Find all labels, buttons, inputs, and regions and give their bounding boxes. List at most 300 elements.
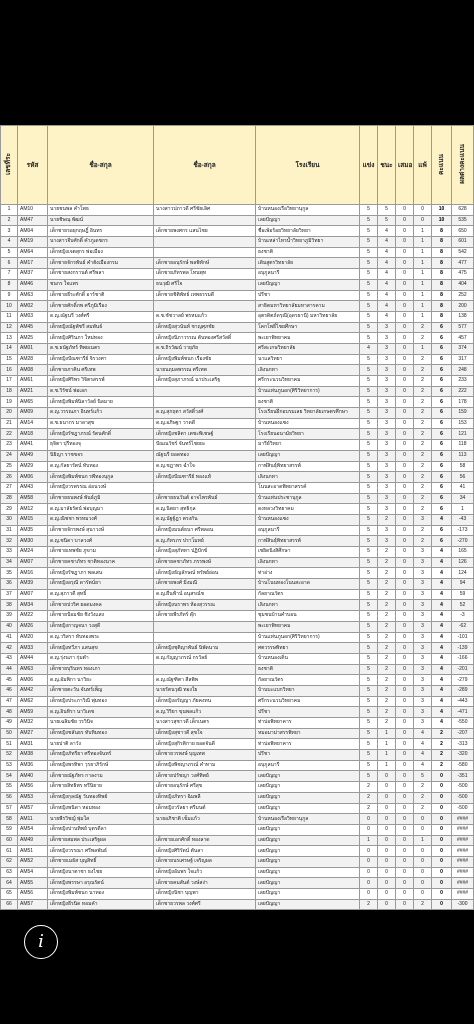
cell-points: 4 (432, 621, 452, 632)
cell-no: 31 (1, 525, 18, 536)
cell-name1: เด็กชายป้อมชัย ชิงวังแสง (48, 611, 154, 622)
cell-name1: เด็กชายณัฐภัทร กาลงาม (48, 771, 154, 782)
cell-no: 50 (1, 728, 18, 739)
cell-name1: เด็กหญิงธีรนิด หอมคำ (48, 899, 154, 910)
cell-no: 11 (1, 311, 18, 322)
cell-win: 2 (378, 621, 396, 632)
cell-played: 5 (360, 450, 378, 461)
cell-name1: ด.ช.ธนากร มาลาสุข (48, 418, 154, 429)
cell-no: 1 (1, 205, 18, 216)
table-row (1, 290, 474, 301)
cell-no: 55 (1, 782, 18, 793)
cell-played: 5 (360, 525, 378, 536)
cell-no: 44 (1, 664, 18, 675)
cell-school: ธงชาติ (256, 397, 360, 408)
cell-played: 5 (360, 771, 378, 782)
cell-school: บ้านแท่นภูนอก(ศิริวิทยาการ) (256, 386, 360, 397)
cell-diff: -471 (452, 707, 474, 718)
cell-points: 8 (432, 258, 452, 269)
cell-points: 4 (432, 718, 452, 729)
cell-played: 5 (360, 547, 378, 558)
cell-lose: 2 (414, 525, 432, 536)
cell-school: ชื่อเพ้อร้อยวิทยาลัยวิทยา (256, 226, 360, 237)
cell-played: 5 (360, 632, 378, 643)
table-row (1, 728, 474, 739)
info-button[interactable]: i (24, 925, 58, 959)
cell-win: 0 (378, 899, 396, 910)
cell-played: 5 (360, 611, 378, 622)
cell-points: 4 (432, 653, 452, 664)
cell-name1: เด็กหญิงศิรินภา ใหม่ทอง (48, 333, 154, 344)
cell-code: AM07 (18, 557, 48, 568)
table-row (1, 803, 474, 814)
cell-lose: 2 (414, 333, 432, 344)
cell-played: 5 (360, 365, 378, 376)
cell-no: 9 (1, 290, 18, 301)
cell-played: 5 (360, 247, 378, 258)
cell-win: 3 (378, 450, 396, 461)
cell-lose: 3 (414, 589, 432, 600)
cell-school: ศรีกระนวนวิทยาคม (256, 696, 360, 707)
cell-name2: ด.ญ.ผืนฟ้าน์ อนุสรณ์ช (154, 589, 256, 600)
cell-code: AM16 (18, 568, 48, 579)
cell-played: 5 (360, 397, 378, 408)
cell-name2: เด็กชายวรพล วงศ์ศรี (154, 899, 256, 910)
header-played: แข่ง (360, 126, 378, 205)
cell-points: 0 (432, 814, 452, 825)
cell-no: 15 (1, 354, 18, 365)
cell-school: เลยปัญญา (256, 856, 360, 867)
cell-draw: 0 (396, 461, 414, 472)
cell-win: 2 (378, 568, 396, 579)
cell-lose: 2 (414, 482, 432, 493)
cell-lose: 3 (414, 664, 432, 675)
table-row (1, 450, 474, 461)
cell-school: เลยปัญญา (256, 279, 360, 290)
cell-school: เดิมสูตรวิทยาลัย (256, 258, 360, 269)
cell-name2 (154, 397, 256, 408)
cell-win: 4 (378, 237, 396, 248)
cell-school: เลยปัญญา (256, 824, 360, 835)
cell-school: เลยปัญญา (256, 215, 360, 226)
cell-name2: เด็กหญิงชลิตา เตชะพิเชษฐ์ (154, 429, 256, 440)
cell-school: บ้านหนองเรือวิทยานุกูล (256, 814, 360, 825)
cell-diff: -279 (452, 675, 474, 686)
cell-diff: 113 (452, 450, 474, 461)
cell-no: 26 (1, 472, 18, 483)
cell-diff: 159 (452, 408, 474, 419)
cell-lose: 2 (414, 429, 432, 440)
cell-win: 4 (378, 247, 396, 258)
cell-name2: เด็กหญิงปัณฑารีย์ ทองแท้ (154, 472, 256, 483)
cell-school: อุตรดิตถ์ดรุณี(อุดรธานี) มหาวิทยาลัย (256, 311, 360, 322)
cell-code: AM44 (18, 653, 48, 664)
cell-name1: เด็กชายเมธัส บุญสิทธิ์ (48, 856, 154, 867)
cell-name2 (154, 247, 256, 258)
cell-played: 5 (360, 718, 378, 729)
cell-code: AM07 (18, 589, 48, 600)
cell-code: AM54 (18, 824, 48, 835)
cell-points: 4 (432, 600, 452, 611)
table-row (1, 771, 474, 782)
cell-code: AM28 (18, 354, 48, 365)
cell-code: AM47 (18, 215, 48, 226)
cell-played: 0 (360, 867, 378, 878)
cell-lose: 3 (414, 621, 432, 632)
cell-win: 4 (378, 269, 396, 280)
cell-diff: -351 (452, 771, 474, 782)
cell-school: ดงหลวงวิทยาคม (256, 504, 360, 515)
cell-lose: 0 (414, 824, 432, 835)
cell-name2: เด็กหญิงวรัลยา ศรีมนต์ (154, 803, 256, 814)
cell-draw: 0 (396, 418, 414, 429)
cell-win: 3 (378, 354, 396, 365)
cell-no: 25 (1, 461, 18, 472)
cell-school: ท่าบ่อพิทยาคาร (256, 739, 360, 750)
cell-name1: เด็กหญิงปัณฑารีย์ จิรวงศา (48, 354, 154, 365)
table-row (1, 386, 474, 397)
cell-no: 34 (1, 557, 18, 568)
cell-code: AM32 (18, 718, 48, 729)
cell-name2: เด็กหญิงธัญลักษณ์ ทรัพย์อ่อน (154, 568, 256, 579)
cell-lose: 2 (414, 536, 432, 547)
table-row (1, 589, 474, 600)
cell-points: 4 (432, 514, 452, 525)
cell-played: 5 (360, 621, 378, 632)
cell-name1: เด็กหญิงพรทิพา วุรยาภิรักษ์ (48, 760, 154, 771)
cell-name1: นายชิษณุ พัฒน์ (48, 215, 154, 226)
cell-lose: 2 (414, 461, 432, 472)
cell-win: 1 (378, 739, 396, 750)
cell-name1: เด็กหญิงพนิดา หอมทอง (48, 803, 154, 814)
cell-name2: เด็กหญิงนิภาวรรณ ตันทองศรีสวัสดิ์ (154, 333, 256, 344)
cell-name1: เด็กชายจักรพันธ์ คำฮังเมืองกรม (48, 258, 154, 269)
cell-no: 35 (1, 568, 18, 579)
cell-points: 0 (432, 867, 452, 878)
cell-lose: 1 (414, 290, 432, 301)
cell-name2 (154, 386, 256, 397)
table-row (1, 547, 474, 558)
table-row (1, 301, 474, 312)
cell-code: AM06 (18, 472, 48, 483)
cell-points: 4 (432, 696, 452, 707)
cell-name1: ด.ญ.รุ่งนภา กุ่มตำ (48, 653, 154, 664)
cell-points: 6 (432, 397, 452, 408)
cell-name1: ด.ช.ธนัฐภัทร์ ทิพยเนตร (48, 343, 154, 354)
cell-name2: เด็กหญิงภัทรา ฉิมพลี (154, 792, 256, 803)
cell-played: 5 (360, 269, 378, 280)
cell-diff: 577 (452, 322, 474, 333)
cell-win: 4 (378, 258, 396, 269)
cell-no: 65 (1, 889, 18, 900)
cell-code: AM26 (18, 621, 48, 632)
cell-lose: 0 (414, 205, 432, 216)
table-row (1, 376, 474, 387)
cell-name1: นายชนพล คำโพธ (48, 205, 154, 216)
cell-diff: 58 (452, 461, 474, 472)
cell-name1: เด็กหญิงทวีภา แสนสุข (48, 643, 154, 654)
table-row (1, 750, 474, 761)
cell-no: 7 (1, 269, 18, 280)
cell-draw: 0 (396, 547, 414, 558)
cell-no: 36 (1, 579, 18, 590)
cell-points: 2 (432, 760, 452, 771)
cell-draw: 0 (396, 846, 414, 857)
cell-win: 2 (378, 675, 396, 686)
cell-played: 2 (360, 803, 378, 814)
cell-win: 0 (378, 867, 396, 878)
table-row (1, 226, 474, 237)
cell-name1: เด็กหญิงกุลณัฐ วันทองทิพย์ (48, 792, 154, 803)
cell-points: 8 (432, 237, 452, 248)
cell-draw: 0 (396, 899, 414, 910)
cell-lose: 1 (414, 279, 432, 290)
table-row (1, 247, 474, 258)
cell-points: 6 (432, 408, 452, 419)
cell-school: เลยปัญญา (256, 792, 360, 803)
cell-points: 8 (432, 226, 452, 237)
cell-win: 2 (378, 696, 396, 707)
cell-no: 2 (1, 215, 18, 226)
table-row (1, 269, 474, 280)
cell-draw: 0 (396, 856, 414, 867)
cell-lose: 2 (414, 397, 432, 408)
cell-name2: เด็กชายอนุรักษ์ ศรีสุข (154, 782, 256, 793)
cell-points: 10 (432, 205, 452, 216)
cell-name2: เด็กหญิงสุภาภรณ์ นาประเสริฐ (154, 376, 256, 387)
cell-diff: 121 (452, 429, 474, 440)
cell-school: โรงเรียนอนามัยวิทยา (256, 429, 360, 440)
cell-no: 46 (1, 685, 18, 696)
cell-played: 5 (360, 514, 378, 525)
cell-no: 3 (1, 226, 18, 237)
cell-diff: 118 (452, 440, 474, 451)
cell-name1: ด.ญ.มาลัยรัตน์ พ่อบุญมา (48, 504, 154, 515)
cell-school: เลยปัญญา (256, 803, 360, 814)
cell-lose: 1 (414, 247, 432, 258)
table-row (1, 418, 474, 429)
cell-name2: เด็กหญิงนิชา บุญพา (154, 889, 256, 900)
cell-draw: 0 (396, 311, 414, 322)
cell-code: AM57 (18, 899, 48, 910)
cell-draw: 0 (396, 889, 414, 900)
cell-points: 6 (432, 376, 452, 387)
cell-points: 0 (432, 782, 452, 793)
table-row (1, 311, 474, 322)
cell-played: 2 (360, 792, 378, 803)
cell-lose: 2 (414, 782, 432, 793)
cell-draw: 0 (396, 878, 414, 889)
cell-played: 5 (360, 279, 378, 290)
cell-win: 3 (378, 504, 396, 515)
table-row (1, 279, 474, 290)
cell-lose: 3 (414, 685, 432, 696)
cell-name2: ด.ญ.อภิษฐา วาดดี (154, 418, 256, 429)
cell-no: 5 (1, 247, 18, 258)
cell-diff: #### (452, 856, 474, 867)
table-row (1, 621, 474, 632)
cell-win: 4 (378, 226, 396, 237)
cell-school: ธงชาติ (256, 664, 360, 675)
cell-points: 4 (432, 685, 452, 696)
cell-points: 2 (432, 750, 452, 761)
cell-school: หมอมาม่าสรรพิทยา (256, 728, 360, 739)
cell-points: 6 (432, 472, 452, 483)
cell-code: AM56 (18, 889, 48, 900)
cell-code: AM03 (18, 311, 48, 322)
cell-diff: -101 (452, 632, 474, 643)
cell-played: 0 (360, 878, 378, 889)
cell-draw: 0 (396, 803, 414, 814)
cell-win: 3 (378, 408, 396, 419)
cell-points: 6 (432, 386, 452, 397)
cell-name1: เด็กชายสิทธิพร ทรีนิยาย (48, 782, 154, 793)
table-row (1, 611, 474, 622)
table-row (1, 322, 474, 333)
table-row (1, 739, 474, 750)
cell-win: 4 (378, 290, 396, 301)
cell-points: 2 (432, 739, 452, 750)
cell-school: บ้านหนองเรือวิทยานุกูล (256, 205, 360, 216)
header-lose: แพ้ (414, 126, 432, 205)
cell-points: 4 (432, 707, 452, 718)
cell-points: 0 (432, 771, 452, 782)
cell-code: AM31 (18, 739, 48, 750)
cell-diff: 153 (452, 418, 474, 429)
cell-name2: นายนฤมลพรรณ ศรีเทพ (154, 365, 256, 376)
cell-name2: ด.ญ.นิตยา สุทธิกุล (154, 504, 256, 515)
cell-no: 60 (1, 835, 18, 846)
cell-school: บ้านหนองแซง (256, 514, 360, 525)
table-row (1, 867, 474, 878)
cell-draw: 0 (396, 643, 414, 654)
cell-points: 4 (432, 568, 452, 579)
cell-school: โรงเรียนฝึกอบรมเลย วิทยาลัยเกษตรศึกษา (256, 408, 360, 419)
cell-name1: ด.ญ.อัมพิกา นาวิยะ (48, 675, 154, 686)
cell-points: 0 (432, 878, 452, 889)
table-row (1, 707, 474, 718)
cell-diff: 248 (452, 365, 474, 376)
cell-no: 49 (1, 718, 18, 729)
cell-name2 (154, 301, 256, 312)
cell-win: 2 (378, 557, 396, 568)
cell-points: 8 (432, 301, 452, 312)
cell-no: 17 (1, 376, 18, 387)
table-row (1, 664, 474, 675)
cell-school: ท่าอ่าง (256, 568, 360, 579)
cell-played: 5 (360, 290, 378, 301)
cell-win: 1 (378, 760, 396, 771)
cell-name2 (154, 824, 256, 835)
cell-draw: 0 (396, 247, 414, 258)
cell-played: 5 (360, 205, 378, 216)
cell-played: 5 (360, 226, 378, 237)
cell-points: 6 (432, 504, 452, 515)
cell-code: AM24 (18, 547, 48, 558)
table-row (1, 408, 474, 419)
cell-played: 5 (360, 568, 378, 579)
cell-win: 2 (378, 653, 396, 664)
cell-points: 2 (432, 728, 452, 739)
cell-code: AM29 (18, 461, 48, 472)
cell-draw: 0 (396, 696, 414, 707)
cell-code: AM20 (18, 632, 48, 643)
cell-lose: 4 (414, 750, 432, 761)
cell-lose: 1 (414, 311, 432, 322)
cell-name2: เด็กชายเอกศักดิ์ ทองลาด (154, 835, 256, 846)
cell-played: 0 (360, 814, 378, 825)
cell-no: 54 (1, 771, 18, 782)
cell-draw: 0 (396, 632, 414, 643)
cell-code: AM19 (18, 237, 48, 248)
table-row (1, 846, 474, 857)
cell-name1: เด็กชายธีระศักดิ์ อาร์ชาติ (48, 290, 154, 301)
cell-draw: 0 (396, 782, 414, 793)
cell-win: 2 (378, 589, 396, 600)
cell-win: 2 (378, 600, 396, 611)
cell-win: 1 (378, 750, 396, 761)
cell-no: 28 (1, 493, 18, 504)
cell-name2: เด็กหญิงศิริรัตน์ ตันลา (154, 846, 256, 857)
cell-win: 3 (378, 365, 396, 376)
table-row (1, 440, 474, 451)
cell-code: AM06 (18, 675, 48, 686)
cell-played: 5 (360, 557, 378, 568)
cell-school: ชุมชนบ้านคำบอน (256, 611, 360, 622)
cell-draw: 0 (396, 707, 414, 718)
cell-name2: เด็กหญิงอัมพร ใจแก้ว (154, 867, 256, 878)
cell-lose: 2 (414, 493, 432, 504)
cell-no: 59 (1, 824, 18, 835)
cell-lose: 1 (414, 343, 432, 354)
table-row (1, 343, 474, 354)
table-row (1, 889, 474, 900)
cell-draw: 0 (396, 760, 414, 771)
table-row (1, 536, 474, 547)
cell-name1: นิธิญา ราชขจร (48, 450, 154, 461)
cell-diff: 542 (452, 247, 474, 258)
cell-win: 0 (378, 846, 396, 857)
results-table (0, 125, 474, 910)
cell-points: 6 (432, 482, 452, 493)
cell-diff: -289 (452, 685, 474, 696)
cell-lose: 2 (414, 386, 432, 397)
cell-name1: นางสาวจีบศักดิ์ คำภูเดชกร (48, 237, 154, 248)
cell-school: บ้านหนองแซง (256, 418, 360, 429)
cell-name2: เด็กชายวรพงษ์ บุญเทพ (154, 750, 256, 761)
cell-lose: 2 (414, 472, 432, 483)
cell-lose: 3 (414, 643, 432, 654)
cell-lose: 2 (414, 450, 432, 461)
cell-draw: 0 (396, 718, 414, 729)
cell-school: เลิงนกทา (256, 472, 360, 483)
cell-no: 57 (1, 803, 18, 814)
cell-draw: 0 (396, 653, 414, 664)
cell-diff: -207 (452, 728, 474, 739)
cell-school: กัลยาณวัตร (256, 675, 360, 686)
cell-school: ปรีชา (256, 750, 360, 761)
cell-name1: ด.ญ.วริสรา ทับทองพระ (48, 632, 154, 643)
cell-name1: เด็กชายปวริศ ยอดมงคล (48, 600, 154, 611)
cell-name2: เด็กหญิงชุติญาพันธ์ นิพัดนาม (154, 643, 256, 654)
cell-diff: 138 (452, 311, 474, 322)
cell-played: 2 (360, 899, 378, 910)
cell-name2: ธนวุฒิ ศรีใจ (154, 279, 256, 290)
cell-name2: เด็กชายภัทรพล โทนพุท (154, 269, 256, 280)
cell-played: 5 (360, 504, 378, 515)
cell-school: เลยปัญญา (256, 889, 360, 900)
cell-win: 4 (378, 279, 396, 290)
